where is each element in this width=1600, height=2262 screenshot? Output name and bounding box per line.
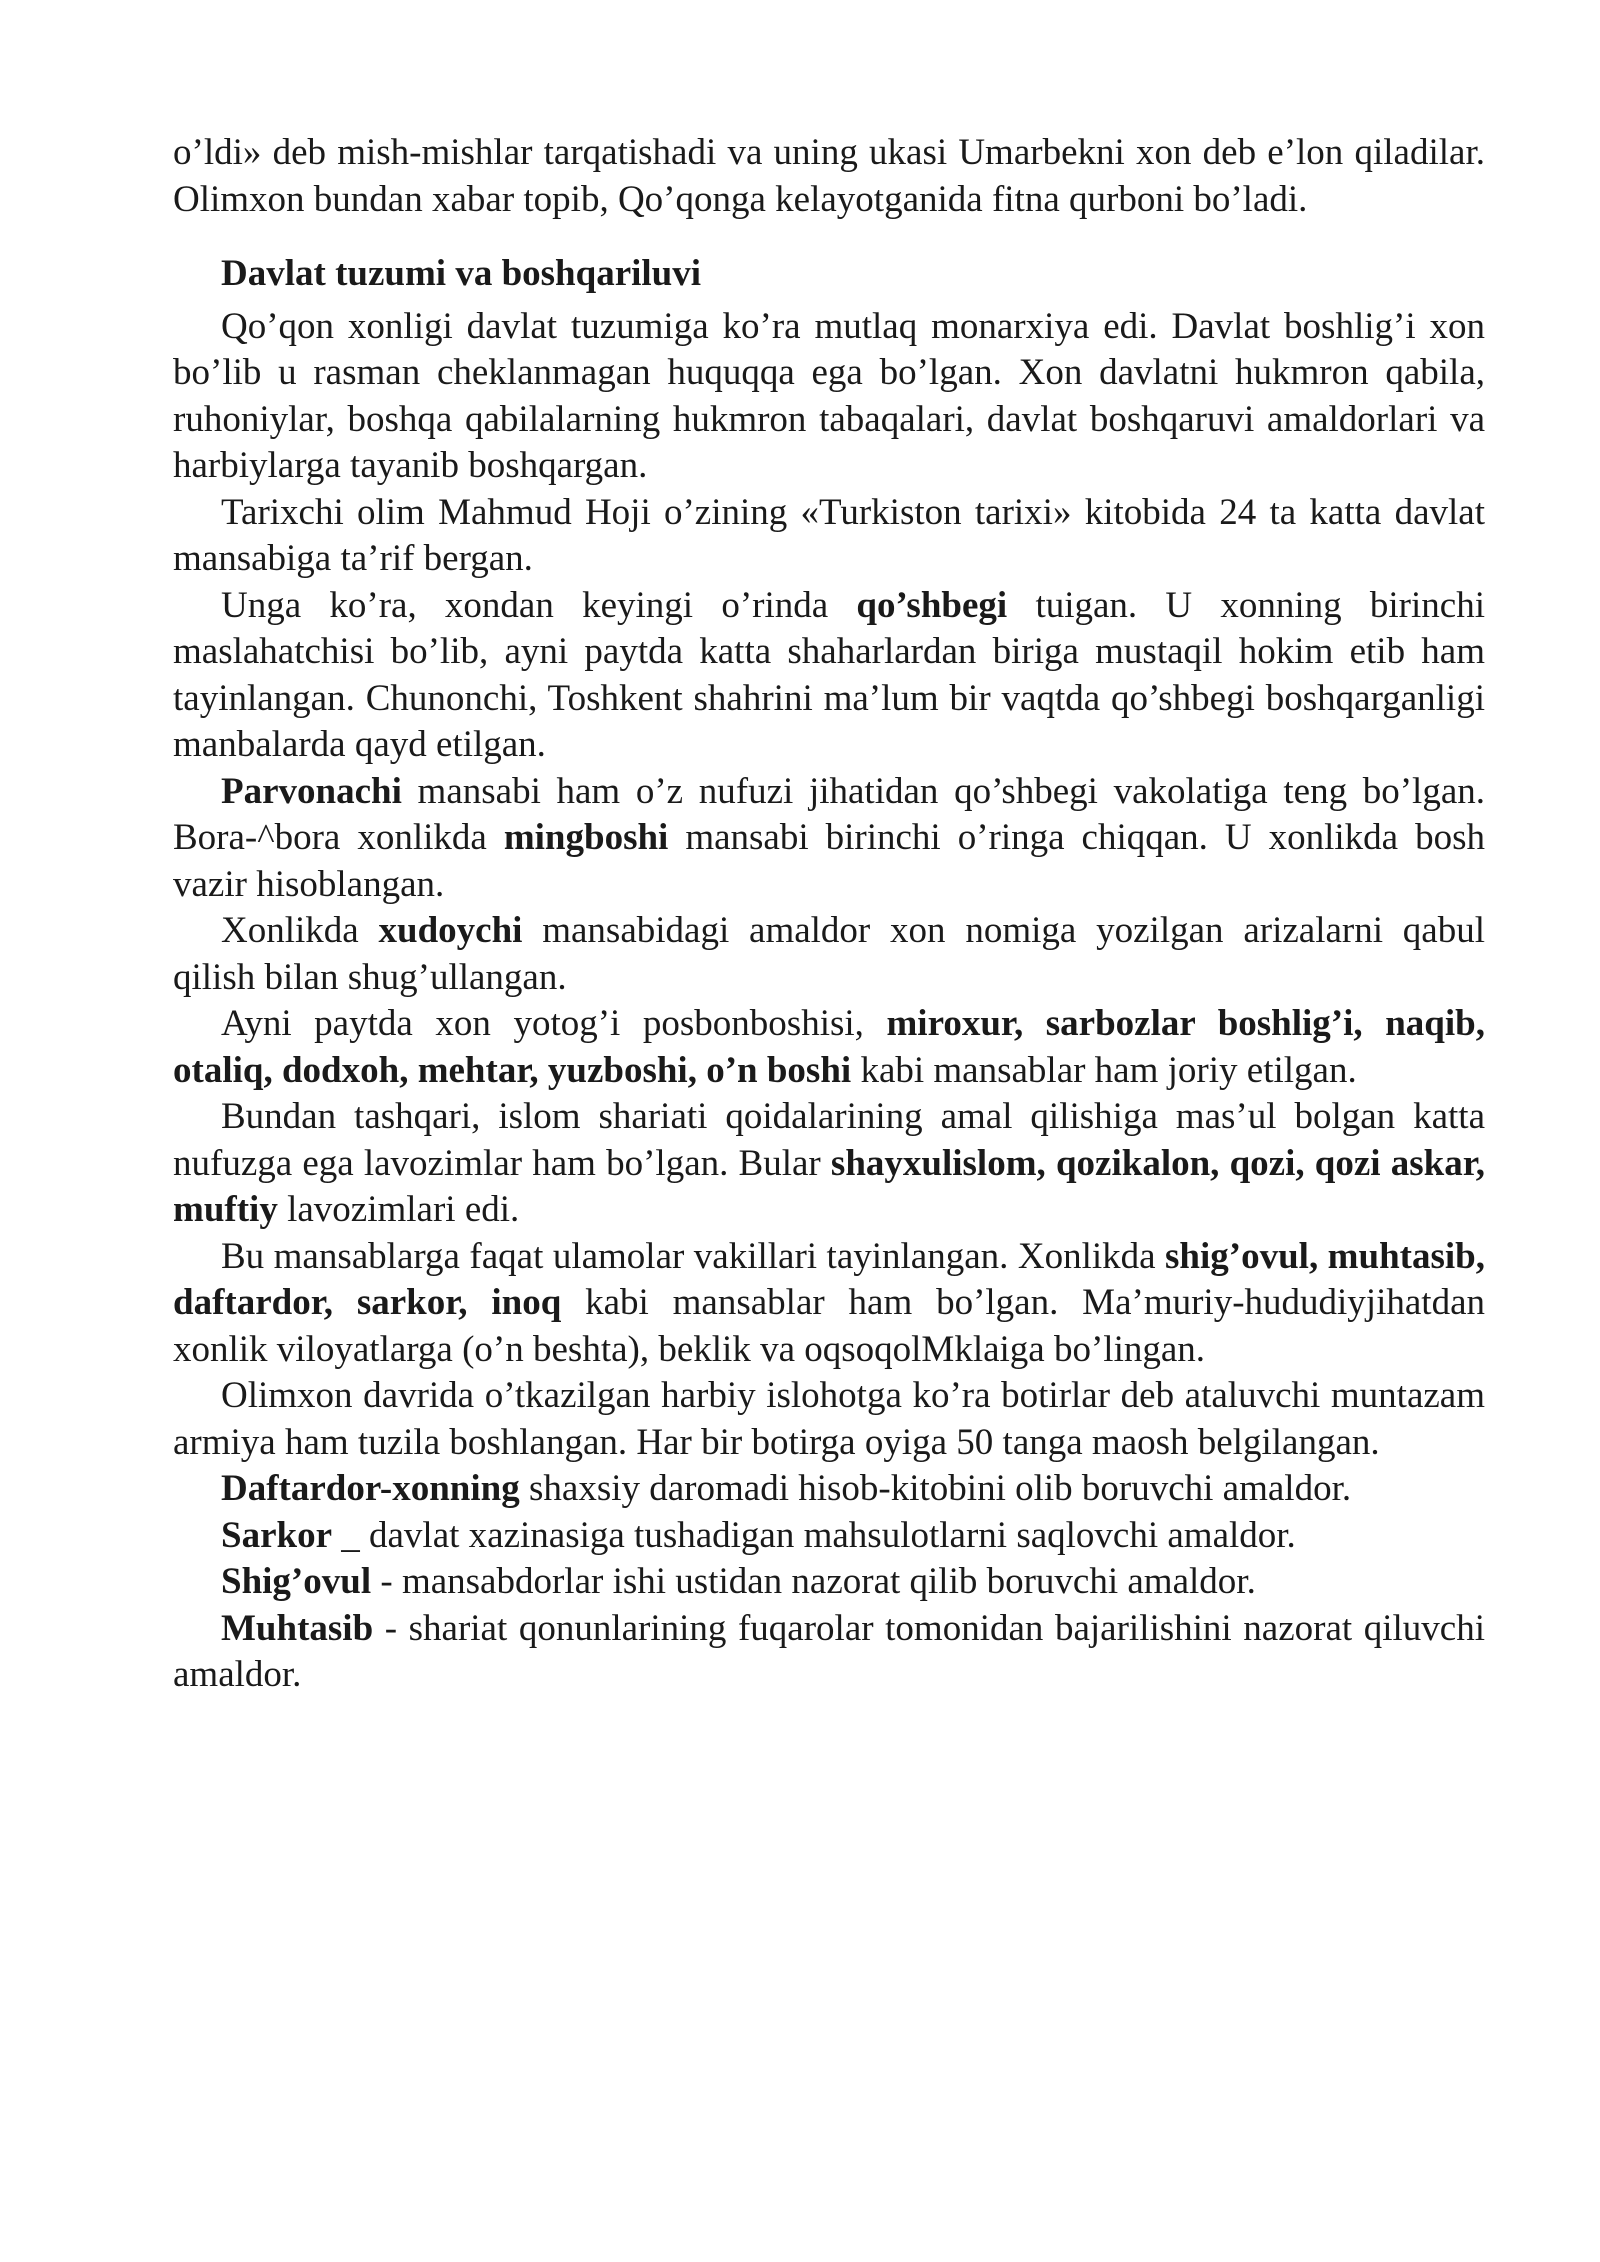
paragraph-xudoychi — [173, 908, 1485, 1001]
text-run: kabi mansablar ham bo’lgan. Ma’muriy-hududiyjihatdan xonlik viloyatlarga (o’n beshta), beklik va oqsoqolMklaiga bo’lingan. — [173, 1282, 1485, 1370]
definition-shigovul — [173, 1559, 1485, 1606]
term-parvonachi: Parvonachi — [221, 770, 402, 812]
term-military-posts: miroxur, sarbozlar boshlig’i, naqib, otaliq, dodxoh, mehtar, yuzboshi, o’n boshi — [173, 1003, 1485, 1091]
paragraph-ulamo-posts — [173, 1234, 1485, 1374]
paragraph-parvonachi — [173, 769, 1485, 909]
section-title: Davlat tuzumi va boshqariluvi — [221, 253, 702, 294]
text-run: Bu mansablarga faqat ulamolar vakillari tayinlangan. Xonlikda — [221, 1235, 1166, 1277]
text-run: mansabidagi amaldor xon nomiga yozilgan arizalarni qabul qilish bilan shug’ullangan. — [173, 910, 1485, 998]
paragraph-religious-posts — [173, 1094, 1485, 1234]
term-mingboshi: mingboshi — [503, 817, 669, 858]
text-run: Unga ko’ra, xondan keyingi o’rinda — [221, 584, 857, 626]
paragraph-mahmud-hoji: Tarixchi olim Mahmud Hoji o’zining «Turkiston tarixi» kitobida 24 ta katta davlat mansabiga ta’rif bergan. — [173, 491, 1485, 579]
paragraph-military-posts — [173, 1001, 1485, 1094]
text-run: - shariat qonunlarining fuqarolar tomonidan bajarilishini nazorat qiluvchi amaldor. — [173, 1607, 1485, 1695]
continued-paragraph: o’ldi» deb mish-mishlar tarqatishadi va uning ukasi Umarbekni xon deb e’lon qiladilar. Olimxon bundan xabar topib, Qo’qonga kelayotganida fitna qurboni bo’ladi. — [173, 132, 1485, 220]
definition-muhtasib — [173, 1606, 1485, 1699]
term-xudoychi: xudoychi — [378, 910, 523, 951]
term-sarkor: Sarkor — [221, 1514, 332, 1556]
text-run: _ davlat xazinasiga tushadigan mahsulotlarni saqlovchi amaldor. — [332, 1514, 1296, 1556]
text-run: Ayni paytda xon yotog’i posbonboshisi, — [221, 1003, 887, 1044]
text-run: kabi mansablar ham joriy etilgan. — [851, 1049, 1357, 1091]
text-run: tuigan. U xonning birinchi maslahatchisi bo’lib, ayni paytda katta shaharlardan biriga mustaqil hokim etib ham tayinlangan. Chunonchi, Toshkent shahrini ma’lum bir vaqtda qo’shbegi boshqarganligi manbalarda qayd etilgan. — [173, 584, 1485, 765]
term-muhtasib: Muhtasib — [221, 1607, 374, 1649]
term-shigovul: Shig’ovul — [221, 1561, 372, 1602]
term-daftardor: Daftardor-xonning — [221, 1468, 520, 1509]
term-ulamo-posts: shig’ovul, muhtasib, daftardor, sarkor, inoq — [173, 1235, 1485, 1323]
paragraph-qoshbegi — [173, 583, 1485, 769]
paragraph-military-reform: Olimxon davrida o’tkazilgan harbiy islohotga ko’ra botirlar deb ataluvchi muntazam armiya ham tuzila boshlangan. Har bir botirga oyiga 50 tanga maosh belgilangan. — [173, 1375, 1485, 1463]
definition-daftardor — [173, 1466, 1485, 1513]
text-run: lavozimlari edi. — [277, 1189, 520, 1230]
text-run: shaxsiy daromadi hisob-kitobini olib boruvchi amaldor. — [519, 1468, 1352, 1509]
text-run: - mansabdorlar ishi ustidan nazorat qilib boruvchi amaldor. — [371, 1561, 1256, 1602]
text-run: mansabi birinchi o’ringa chiqqan. U xonlikda bosh vazir hisoblangan. — [173, 817, 1485, 905]
text-run: Xonlikda — [221, 910, 379, 951]
term-qoshbegi: qo’shbegi — [856, 584, 1008, 626]
text-run: mansabi ham o’z nufuzi jihatidan qo’shbegi vakolatiga teng bo’lgan. Bora-^bora xonlikda — [173, 770, 1485, 858]
text-run: Bundan tashqari, islom shariati qoidalarining amal qilishiga mas’ul bolgan katta nufuzga ega lavozimlar ham bo’lgan. Bular — [173, 1096, 1485, 1184]
paragraph-state-system: Qo’qon xonligi davlat tuzumiga ko’ra mutlaq monarxiya edi. Davlat boshlig’i xon bo’lib u rasman cheklanmagan huquqqa ega bo’lgan. Xon davlatni hukmron qabila, ruhoniylar, boshqa qabilalarning hukmron tabaqalari, davlat boshqaruvi amaldorlari va harbiylarga tayanib boshqargan. — [173, 305, 1485, 486]
term-religious-posts: shayxulislom, qozikalon, qozi, qozi askar, muftiy — [173, 1142, 1485, 1230]
definition-sarkor — [173, 1513, 1485, 1560]
document-page — [173, 130, 1485, 1699]
